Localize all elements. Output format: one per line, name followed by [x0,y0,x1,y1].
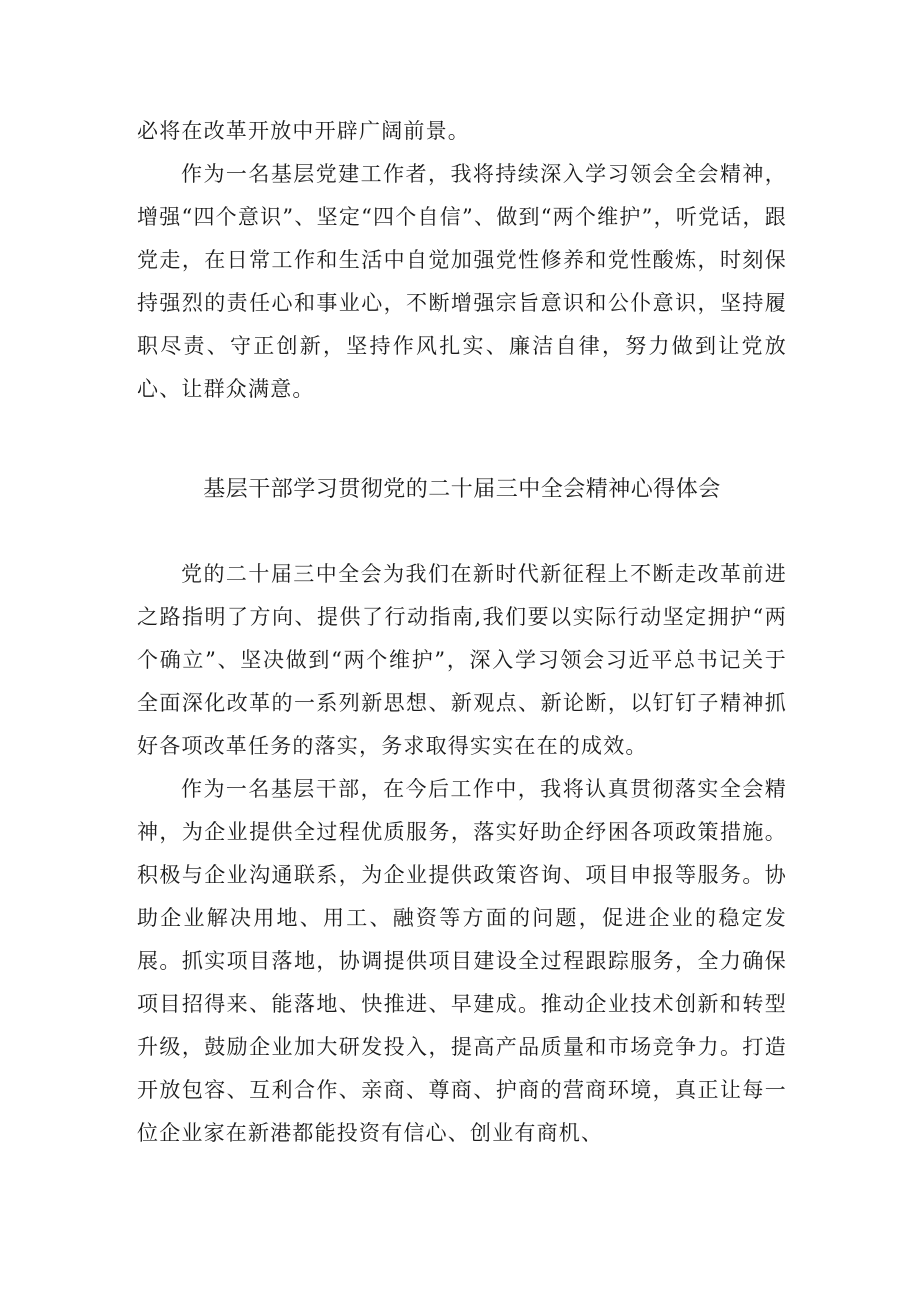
section-text-block [137,553,787,1155]
continued-paragraph: 必将在改革开放中开辟广阔前景。 [137,119,470,143]
top-text-block [137,110,787,411]
body-paragraph: 党的二十届三中全会为我们在新时代新征程上不断走改革前进之路指明了方向、提供了行动指南,我们要以实际行动坚定拥护“两个确立”、坚决做到“两个维护”，深入学习领会习近平总书记关于全面深化改革的一系列新思想、新观点、新论断，以钉钉子精神抓好各项改革任务的落实，务求取得实实在在的成效。 [137,562,787,758]
section-title: 基层干部学习贯彻党的二十届三中全会精神心得体会 [203,477,721,502]
body-paragraph: 作为一名基层党建工作者，我将持续深入学习领会全会精神，增强“四个意识”、坚定“四个自信”、做到“两个维护”，听党话，跟党走，在日常工作和生活中自觉加强党性修养和党性酸炼，时刻保持强烈的责任心和事业心，不断增强宗旨意识和公仆意识，坚持履职尽责、守正创新，坚持作风扎实、廉洁自律，努力做到让党放心、让群众满意。 [137,162,787,401]
body-paragraph: 作为一名基层干部，在今后工作中，我将认真贯彻落实全会精神，为企业提供全过程优质服务，落实好助企纾困各项政策措施。积极与企业沟通联系，为企业提供政策咨询、项目申报等服务。协助企业解决用地、用工、融资等方面的问题，促进企业的稳定发展。抓实项目落地，协调提供项目建设全过程跟踪服务，全力确保项目招得来、能落地、快推进、早建成。推动企业技术创新和转型升级，鼓励企业加大研发投入，提高产品质量和市场竞争力。打造开放包容、互利合作、亲商、尊商、护商的营商环境，真正让每一位企业家在新港都能投资有信心、创业有商机、 [137,777,787,1145]
